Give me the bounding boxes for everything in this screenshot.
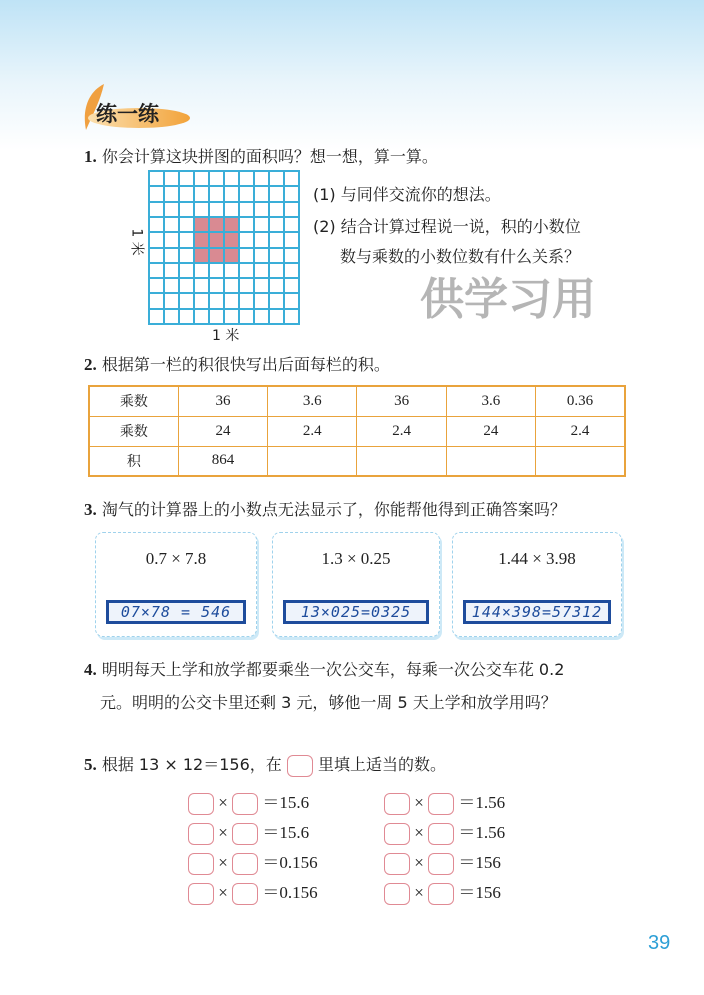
grid-cell (194, 186, 209, 201)
grid-cell (179, 248, 194, 263)
grid-cell (149, 186, 164, 201)
table-cell: 36 (178, 386, 267, 416)
grid-cell (164, 186, 179, 201)
grid-cell (254, 309, 269, 324)
q1-sub2b: 数与乘数的小数位数有什么关系？ (340, 247, 581, 266)
grid-cell (164, 202, 179, 217)
question-3: 3. 淘气的计算器上的小数点无法显示了，你能帮他得到正确答案吗？ (84, 500, 566, 519)
grid-cell (179, 171, 194, 186)
table-cell: 乘数 (89, 416, 178, 446)
equation (384, 788, 505, 815)
table-cell: 积 (89, 446, 178, 476)
table-cell: 2.4 (357, 416, 446, 446)
equation (188, 878, 318, 905)
table-cell: 3.6 (446, 386, 535, 416)
grid-cell (194, 278, 209, 293)
grid-cell (269, 186, 284, 201)
equation (188, 848, 318, 875)
grid-cell (239, 202, 254, 217)
grid-cell (269, 171, 284, 186)
times-sign: × (218, 883, 228, 902)
grid-cell (194, 217, 209, 232)
page-number: 39 (648, 932, 671, 954)
grid-cell (179, 263, 194, 278)
grid-cell (209, 232, 224, 247)
grid-cell (284, 171, 299, 186)
grid-cell (194, 232, 209, 247)
grid-cell (209, 263, 224, 278)
equation-result: ＝156 (458, 883, 501, 902)
equation-result: ＝15.6 (262, 823, 310, 842)
grid-cell (284, 202, 299, 217)
grid-cell (164, 217, 179, 232)
table-cell: 24 (446, 416, 535, 446)
answer-box[interactable] (384, 853, 410, 875)
grid-cell (194, 293, 209, 308)
grid-cell (284, 278, 299, 293)
answer-box[interactable] (188, 823, 214, 845)
answer-box[interactable] (188, 883, 214, 905)
answer-box[interactable] (384, 823, 410, 845)
grid-cell (284, 309, 299, 324)
equation-result: ＝0.156 (262, 883, 318, 902)
grid-cell (179, 278, 194, 293)
times-sign: × (414, 883, 424, 902)
grid-cell (209, 186, 224, 201)
grid-cell (209, 171, 224, 186)
grid-cell (224, 171, 239, 186)
question-1: 1. 你会计算这块拼图的面积吗？想一想，算一算。 (84, 147, 438, 166)
grid-cell (224, 309, 239, 324)
equation (188, 788, 309, 815)
grid-cell (209, 202, 224, 217)
equation (384, 878, 501, 905)
expression: 1.3 × 0.25 (321, 549, 391, 568)
calculator-display: 13×025=0325 (283, 600, 429, 624)
equation-result: ＝15.6 (262, 793, 310, 812)
grid-cell (269, 263, 284, 278)
question-2: 2. 根据第一栏的积很快写出后面每栏的积。 (84, 355, 390, 374)
grid-cell (164, 278, 179, 293)
calculator-display: 07×78 = 546 (106, 600, 246, 624)
grid-cell (179, 293, 194, 308)
answer-box-sample (287, 755, 313, 777)
grid-cell (269, 278, 284, 293)
grid-cell (284, 232, 299, 247)
grid-cell (254, 278, 269, 293)
grid-cell (194, 309, 209, 324)
answer-box[interactable] (232, 823, 258, 845)
grid-cell (179, 232, 194, 247)
answer-box[interactable] (428, 853, 454, 875)
equation (384, 848, 501, 875)
answer-box[interactable] (428, 823, 454, 845)
grid-cell (224, 248, 239, 263)
grid-cell (149, 217, 164, 232)
grid-cell (254, 217, 269, 232)
grid-cell (254, 171, 269, 186)
times-sign: × (414, 823, 424, 842)
table-row (89, 416, 625, 446)
grid-cell (269, 202, 284, 217)
equation-result: ＝1.56 (458, 823, 506, 842)
grid-cell (179, 217, 194, 232)
grid-cell (209, 278, 224, 293)
grid-cell (239, 217, 254, 232)
grid-cell (224, 293, 239, 308)
grid-cell (164, 309, 179, 324)
grid-cell (194, 171, 209, 186)
grid-cell (269, 309, 284, 324)
q1-sub1: (1) 与同伴交流你的想法。 (313, 185, 501, 204)
times-sign: × (218, 823, 228, 842)
q1-sub2a: (2) 结合计算过程说一说，积的小数位 (313, 217, 581, 236)
grid-cell (164, 232, 179, 247)
watermark: 供学习用 (420, 274, 596, 325)
grid-cell (194, 248, 209, 263)
product-table (88, 385, 626, 477)
calculator-card (452, 532, 622, 637)
grid-cell (179, 309, 194, 324)
grid-cell (149, 232, 164, 247)
equation-result: ＝0.156 (262, 853, 318, 872)
grid-cell (254, 248, 269, 263)
calculator-card (95, 532, 257, 637)
grid-cell (164, 263, 179, 278)
answer-box[interactable] (232, 793, 258, 815)
answer-cell[interactable] (357, 446, 446, 476)
answer-box[interactable] (428, 793, 454, 815)
table-cell: 36 (357, 386, 446, 416)
grid-cell (254, 186, 269, 201)
grid-cell (239, 263, 254, 278)
answer-cell[interactable] (268, 446, 357, 476)
answer-box[interactable] (188, 853, 214, 875)
grid-cell (224, 278, 239, 293)
times-sign: × (218, 853, 228, 872)
grid-cell (284, 293, 299, 308)
grid-cell (284, 186, 299, 201)
answer-cell[interactable] (536, 446, 625, 476)
equation (384, 818, 505, 845)
question-5: 5. 根据 13 × 12＝156，在 里填上适当的数。 (84, 752, 446, 777)
table-cell: 3.6 (268, 386, 357, 416)
grid-cell (254, 202, 269, 217)
grid-cell (179, 202, 194, 217)
question-4-line2: 元。明明的公交卡里还剩 3 元，够他一周 5 天上学和放学用吗？ (100, 693, 557, 712)
calculator-display: 144×398=57312 (463, 600, 611, 624)
grid-cell (239, 278, 254, 293)
times-sign: × (218, 793, 228, 812)
grid-cell (164, 293, 179, 308)
table-cell: 864 (178, 446, 267, 476)
section-title: 练一练 (96, 102, 159, 126)
table-row (89, 386, 625, 416)
grid-cell (179, 186, 194, 201)
equation-result: ＝156 (458, 853, 501, 872)
grid-cell (239, 171, 254, 186)
equation-result: ＝1.56 (458, 793, 506, 812)
grid-cell (209, 309, 224, 324)
grid-cell (149, 309, 164, 324)
grid-cell (269, 232, 284, 247)
grid-cell (194, 202, 209, 217)
grid-cell (269, 248, 284, 263)
bottom-label: 1 米 (212, 328, 240, 344)
answer-box[interactable] (428, 883, 454, 905)
grid-cell (209, 248, 224, 263)
answer-box[interactable] (232, 853, 258, 875)
grid-cell (284, 217, 299, 232)
answer-cell[interactable] (446, 446, 535, 476)
grid-cell (224, 232, 239, 247)
grid-cell (149, 171, 164, 186)
puzzle-grid (148, 170, 300, 325)
grid-cell (239, 309, 254, 324)
answer-box[interactable] (188, 793, 214, 815)
expression: 1.44 × 3.98 (498, 549, 576, 568)
table-cell: 24 (178, 416, 267, 446)
grid-cell (239, 186, 254, 201)
times-sign: × (414, 853, 424, 872)
grid-cell (224, 202, 239, 217)
grid-cell (149, 202, 164, 217)
grid-cell (194, 263, 209, 278)
grid-cell (269, 293, 284, 308)
grid-cell (149, 293, 164, 308)
grid-cell (224, 217, 239, 232)
grid-cell (284, 263, 299, 278)
question-4: 4. 明明每天上学和放学都要乘坐一次公交车，每乘一次公交车花 0.2 (84, 660, 565, 679)
grid-cell (224, 186, 239, 201)
grid-cell (164, 171, 179, 186)
grid-cell (254, 293, 269, 308)
grid-cell (164, 248, 179, 263)
answer-box[interactable] (232, 883, 258, 905)
table-cell: 2.4 (536, 416, 625, 446)
calculator-card (272, 532, 440, 637)
table-cell: 2.4 (268, 416, 357, 446)
grid-cell (209, 217, 224, 232)
grid-cell (254, 263, 269, 278)
grid-cell (209, 293, 224, 308)
grid-cell (239, 248, 254, 263)
grid-cell (239, 232, 254, 247)
grid-cell (254, 232, 269, 247)
expression: 0.7 × 7.8 (145, 549, 207, 568)
times-sign: × (414, 793, 424, 812)
table-cell: 0.36 (536, 386, 625, 416)
section-header (78, 82, 188, 132)
grid-cell (269, 217, 284, 232)
grid-cell (149, 278, 164, 293)
grid-cell (149, 248, 164, 263)
answer-box[interactable] (384, 793, 410, 815)
table-row (89, 446, 625, 476)
side-label: 1 米 (128, 228, 145, 256)
grid-cell (239, 293, 254, 308)
table-cell: 乘数 (89, 386, 178, 416)
grid-cell (284, 248, 299, 263)
answer-box[interactable] (384, 883, 410, 905)
equation (188, 818, 309, 845)
grid-cell (149, 263, 164, 278)
grid-cell (224, 263, 239, 278)
